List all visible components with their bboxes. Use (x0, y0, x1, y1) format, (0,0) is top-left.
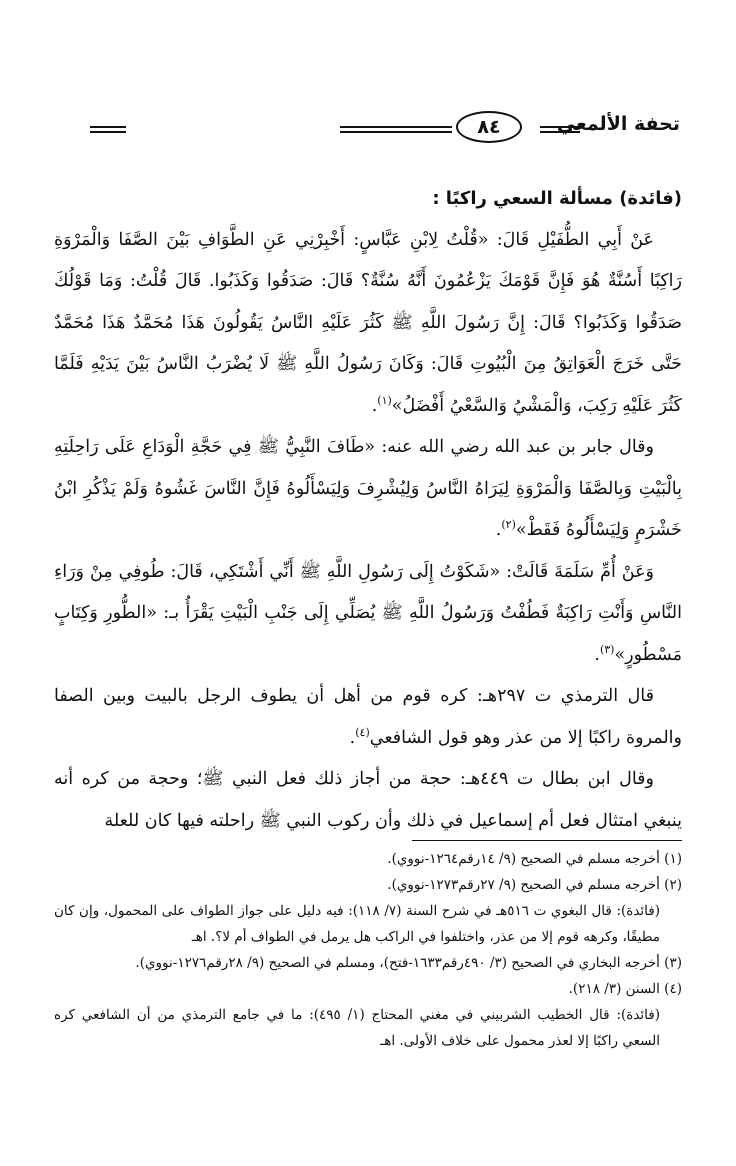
footnote-1: (١) أخرجه مسلم في الصحيح (٩/ ١٤رقم١٢٦٤-نووي). (387, 851, 682, 867)
main-text (54, 178, 682, 842)
footnote-4: (٤) السنن (٣/ ٢١٨). (568, 981, 682, 997)
paragraph-jabir: وقال جابر بن عبد الله رضي الله عنه: «طَافَ النَّبِيُّ ﷺ فِي حَجَّةِ الْوَدَاعِ عَلَى رَاحِلَتِهِ بِالْبَيْتِ وَبِالصَّفَا وَالْمَرْوَةِ لِيَرَاهُ النَّاسُ وَلِيُشْرِفَ وَلِيَسْأَلُوهُ فَإِنَّ النَّاسَ غَشُوهُ وَلَمْ يَذْكُرِ ابْنُ خَشْرَمٍ وَلِيَسْأَلُوهُ فَقَطْ»$^{(٢)}$. (54, 437, 682, 540)
footnote-2: (٢) أخرجه مسلم في الصحيح (٩/ ٢٧رقم١٢٧٣-نووي). (387, 877, 682, 893)
paragraph-text: وقال ابن بطال ت ٤٤٩هـ: حجة من أجاز ذلك فعل النبي ﷺ؛ وحجة من كره أنه ينبغي امتثال فعل أم إسماعيل في ذلك وأن ركوب النبي ﷺ راحلته فيها كان للعلة (54, 769, 682, 831)
paragraph-tirmidhi: قال الترمذي ت ٢٩٧هـ: كره قوم من أهل أن يطوف الرجل بالبيت وبين الصفا والمروة راكبًا إلا من عذر وهو قول الشافعي$^{(٤)}$. (54, 686, 682, 748)
header-rule-left (90, 126, 126, 133)
footnote-2-benefit: (فائدة): قال البغوي ت ٥١٦هـ في شرح السنة (٧/ ١١٨): فيه دليل على جواز الطواف على المحمول، وإن كان مطيقًا، وكرهه قوم إلا من عذر، واختلفوا في الراكب هل يرمل في الطواف أم لا؟. اهـ (54, 903, 661, 945)
footnote-ref: (١) (377, 393, 392, 407)
footnote-3: (٣) أخرجه البخاري في الصحيح (٣/ ٤٩٠رقم١٦٣٣-فتح)، ومسلم في الصحيح (٩/ ٢٨رقم١٢٧٦-نووي). (135, 955, 682, 971)
paragraph-ibn-battal (54, 759, 682, 842)
paragraph-text: قال الترمذي ت ٢٩٧هـ: كره قوم من أهل أن يطوف الرجل بالبيت وبين الصفا والمروة راكبًا إلا من عذر وهو قول الشافعي (54, 686, 682, 748)
paragraph-umm-salama: وَعَنْ أُمِّ سَلَمَةَ قَالَتْ: «شَكَوْتُ إِلَى رَسُولِ اللَّهِ ﷺ أَنِّي أَشْتَكِي، قَالَ: طُوفِي مِنْ وَرَاءِ النَّاسِ وَأَنْتِ رَاكِبَةٌ فَطُفْتُ وَرَسُولُ اللَّهِ ﷺ يُصَلِّي إِلَى جَنْبِ الْبَيْتِ يَقْرَأُ بـ: «الطُّورِ وَكِتَابٍ مَسْطُورٍ»$^{(٣)}$. (54, 561, 682, 665)
footnote-separator (412, 840, 682, 841)
paragraph-abu-tufayl: عَنْ أَبِي الطُّفَيْلِ قَالَ: «قُلْتُ لِابْنِ عَبَّاسٍ: أَخْبِرْنِي عَنِ الطَّوَافِ بَيْنَ الصَّفَا وَالْمَرْوَةِ رَاكِبًا أَسُنَّةٌ هُوَ فَإِنَّ قَوْمَكَ يَزْعُمُونَ أَنَّهُ سُنَّةٌ؟ قَالَ: صَدَقُوا وَكَذَبُوا. قَالَ قُلْتُ: وَمَا قَوْلُكَ صَدَقُوا وَكَذَبُوا؟ قَالَ: إِنَّ رَسُولَ اللَّهِ ﷺ كَثُرَ عَلَيْهِ النَّاسُ يَقُولُونَ هَذَا مُحَمَّدٌ هَذَا مُحَمَّدٌ حَتَّى خَرَجَ الْعَوَاتِقُ مِنَ الْبُيُوتِ قَالَ: وَكَانَ رَسُولُ اللَّهِ ﷺ لَا يُضْرَبُ النَّاسُ بَيْنَ يَدَيْهِ فَلَمَّا كَثُرَ عَلَيْهِ رَكِبَ، وَالْمَشْيُ وَالسَّعْيُ أَفْضَلُ»$^{(١)}$. (54, 229, 682, 416)
header-rule-middle (340, 126, 452, 133)
page-number: ٨٤ (456, 111, 522, 143)
book-title: تحفة الألمعي (556, 113, 680, 135)
footnotes (54, 846, 682, 1054)
footnote-ref: (٤) (355, 725, 370, 739)
running-header (90, 110, 680, 150)
paragraph-text: عَنْ أَبِي الطُّفَيْلِ قَالَ: «قُلْتُ لِابْنِ عَبَّاسٍ: أَخْبِرْنِي عَنِ الطَّوَافِ بَيْنَ الصَّفَا وَالْمَرْوَةِ رَاكِبًا أَسُنَّةٌ هُوَ فَإِنَّ قَوْمَكَ يَزْعُمُونَ أَنَّهُ سُنَّةٌ؟ قَالَ: صَدَقُوا وَكَذَبُوا. قَالَ قُلْتُ: وَمَا قَوْلُكَ صَدَقُوا وَكَذَبُوا؟ قَالَ: إِنَّ رَسُولَ اللَّهِ ﷺ كَثُرَ عَلَيْهِ النَّاسُ يَقُولُونَ هَذَا مُحَمَّدٌ هَذَا مُحَمَّدٌ حَتَّى خَرَجَ الْعَوَاتِقُ مِنَ الْبُيُوتِ قَالَ: وَكَانَ رَسُولُ اللَّهِ ﷺ لَا يُضْرَبُ النَّاسُ بَيْنَ يَدَيْهِ فَلَمَّا كَثُرَ عَلَيْهِ رَكِبَ، وَالْمَشْيُ وَالسَّعْيُ أَفْضَلُ» (54, 229, 682, 416)
footnote-4-benefit: (فائدة): قال الخطيب الشربيني في مغني المحتاج (١/ ٤٩٥): ما في جامع الترمذي من أن الشافعي كره السعي راكبًا إلا لعذر محمول على خلاف الأولى. اهـ (54, 1007, 661, 1049)
header-rule-right (540, 126, 580, 133)
footnote-ref: (٢) (501, 518, 516, 532)
paragraph-text: وَعَنْ أُمِّ سَلَمَةَ قَالَتْ: «شَكَوْتُ إِلَى رَسُولِ اللَّهِ ﷺ أَنِّي أَشْتَكِي، قَالَ: طُوفِي مِنْ وَرَاءِ النَّاسِ وَأَنْتِ رَاكِبَةٌ فَطُفْتُ وَرَسُولُ اللَّهِ ﷺ يُصَلِّي إِلَى جَنْبِ الْبَيْتِ يَقْرَأُ بـ: «الطُّورِ وَكِتَابٍ مَسْطُورٍ» (54, 561, 682, 665)
footnote-ref: (٣) (599, 642, 615, 656)
section-heading: (فائدة) مسألة السعي راكبًا : (432, 188, 682, 209)
paragraph-text: وقال جابر بن عبد الله رضي الله عنه: «طَافَ النَّبِيُّ ﷺ فِي حَجَّةِ الْوَدَاعِ عَلَى رَاحِلَتِهِ بِالْبَيْتِ وَبِالصَّفَا وَالْمَرْوَةِ لِيَرَاهُ النَّاسُ وَلِيُشْرِفَ وَلِيَسْأَلُوهُ فَإِنَّ النَّاسَ غَشُوهُ وَلَمْ يَذْكُرِ ابْنُ خَشْرَمٍ وَلِيَسْأَلُوهُ فَقَطْ» (54, 437, 682, 540)
